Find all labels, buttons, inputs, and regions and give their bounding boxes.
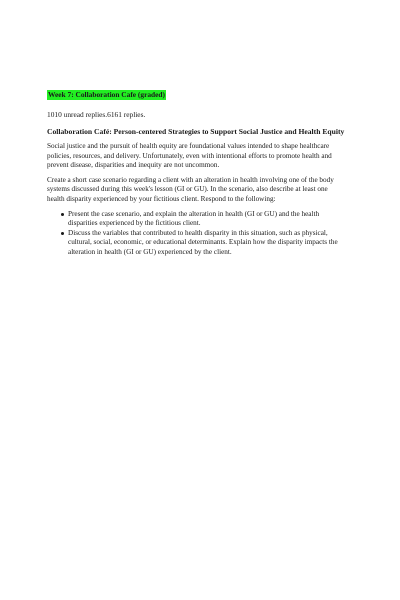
bullet-icon <box>61 213 64 216</box>
replies-count: 1010 unread replies.6161 replies. <box>47 110 146 119</box>
prompt-item-text: Present the case scenario, and explain the alteration in health (GI or GU) and the health disparities experienced by the fictitious client. <box>68 209 320 228</box>
bullet-icon <box>61 232 64 235</box>
week-heading: Week 7: Collaboration Cafe (graded) <box>48 90 166 99</box>
prompt-item-variables <box>47 229 347 258</box>
prompt-item-text: Discuss the variables that contributed to health disparity in this situation, such as physical, cultural, social, economic, or educational determinants. Explain how the disparity impacts the alteration in health (GI or GU) experienced by the client. <box>68 228 338 256</box>
prompt-item-case-scenario <box>47 210 347 229</box>
prompt-list <box>47 210 347 258</box>
document-page <box>47 84 347 258</box>
intro-paragraph: Social justice and the pursuit of health equity are foundational values intended to shape healthcare policies, resources, and delivery. Unfortunately, even with intentional efforts to promote health and prevent disease, disparities and inequity are not uncommon. <box>47 142 332 170</box>
discussion-subtitle: Collaboration Café: Person-centered Strategies to Support Social Justice and Health Equity <box>47 127 345 136</box>
instructions-paragraph: Create a short case scenario regarding a client with an alteration in health involving one of the body systems discussed during this week's lesson (GI or GU). In the scenario, also describe at least one health disparity experienced by your fictitious client. Respond to the following: <box>47 175 334 203</box>
